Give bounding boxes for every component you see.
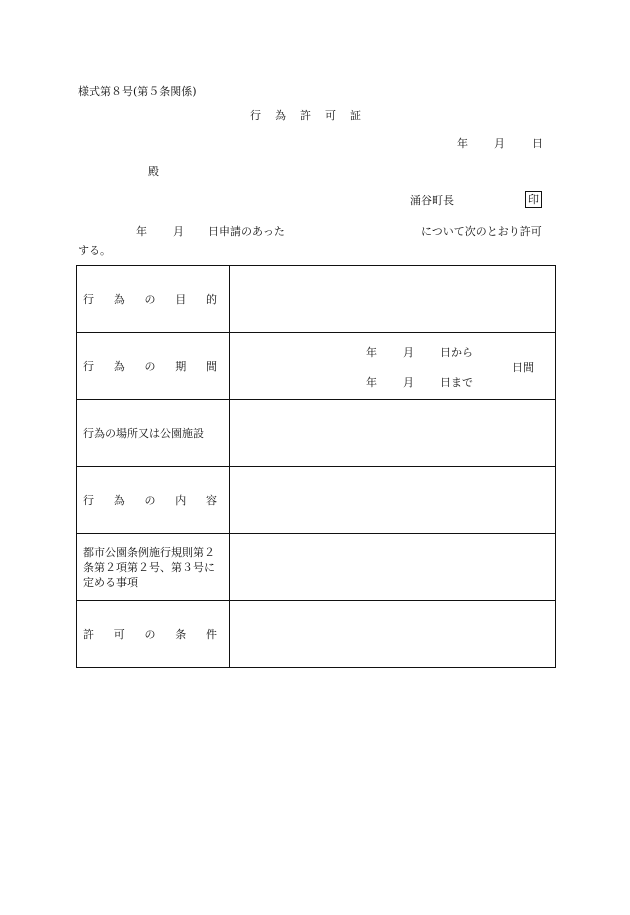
body-month: 月: [173, 225, 184, 238]
label-char: 許: [83, 628, 94, 641]
table-row: [77, 601, 556, 668]
conditions-field[interactable]: [230, 601, 556, 668]
content-field[interactable]: [230, 467, 556, 534]
permit-table: [76, 265, 556, 668]
period-field[interactable]: [230, 333, 556, 400]
period-from: [366, 347, 473, 358]
issue-date: [457, 138, 543, 149]
label-char: 為: [113, 293, 125, 306]
document-title: [250, 110, 361, 121]
body-year: 年: [136, 225, 147, 238]
from-year: 年: [366, 346, 377, 359]
from-day: 日から: [440, 346, 473, 359]
label-char: 期: [175, 360, 187, 373]
table-row: [77, 534, 556, 601]
label-char: 条: [175, 628, 187, 641]
title-char: 行: [250, 109, 261, 122]
label-char: 件: [206, 628, 217, 641]
body-continuation: について次のとおり許可: [421, 225, 542, 238]
date-year: 年: [457, 137, 468, 150]
label-char: 為: [113, 494, 125, 507]
title-char: 可: [325, 109, 336, 122]
label-char: 内: [175, 494, 187, 507]
purpose-field[interactable]: [230, 266, 556, 333]
body-end: する。: [78, 244, 111, 257]
seal-mark: 印: [525, 191, 542, 208]
table-row: [77, 333, 556, 400]
addressee-honorific: 殿: [148, 165, 159, 178]
table-row: [77, 400, 556, 467]
label-char: の: [144, 360, 156, 373]
form-number-label: 様式第８号(第５条関係): [78, 85, 197, 98]
row-label-location: 行為の場所又は公園施設: [77, 400, 230, 467]
label-char: の: [144, 494, 156, 507]
location-field[interactable]: [230, 400, 556, 467]
body-date-applied: [136, 226, 184, 237]
to-year: 年: [366, 376, 377, 389]
label-char: 為: [113, 360, 125, 373]
to-day: 日まで: [440, 376, 473, 389]
regulation-field[interactable]: [230, 534, 556, 601]
label-char: 的: [206, 293, 217, 306]
title-char: 為: [275, 109, 286, 122]
label-char: 行: [83, 293, 94, 306]
label-char: の: [144, 628, 156, 641]
row-label-purpose: [77, 266, 230, 333]
table-row: [77, 467, 556, 534]
issuer-name: 涌谷町長: [410, 194, 454, 207]
row-label-regulation: [77, 534, 230, 601]
row-label-period: [77, 333, 230, 400]
body-day-applied: 日申請のあった: [208, 225, 285, 238]
label-char: 行: [83, 494, 94, 507]
title-char: 証: [350, 109, 361, 122]
label-char: の: [144, 293, 156, 306]
title-char: 許: [300, 109, 311, 122]
date-day: 日: [532, 137, 543, 150]
row-label-content: [77, 467, 230, 534]
to-month: 月: [403, 376, 414, 389]
row-label-conditions: [77, 601, 230, 668]
period-days: 日間: [512, 361, 534, 374]
label-char: 目: [175, 293, 187, 306]
label-char: 間: [206, 360, 217, 373]
from-month: 月: [403, 346, 414, 359]
date-month: 月: [494, 137, 505, 150]
table-row: [77, 266, 556, 333]
period-to: [366, 377, 473, 388]
label-char: 容: [206, 494, 217, 507]
label-char: 可: [113, 628, 125, 641]
label-char: 行: [83, 360, 94, 373]
regulation-text: 都市公園条例施行規則第２条第２項第２号、第３号に定める事項: [83, 545, 215, 589]
